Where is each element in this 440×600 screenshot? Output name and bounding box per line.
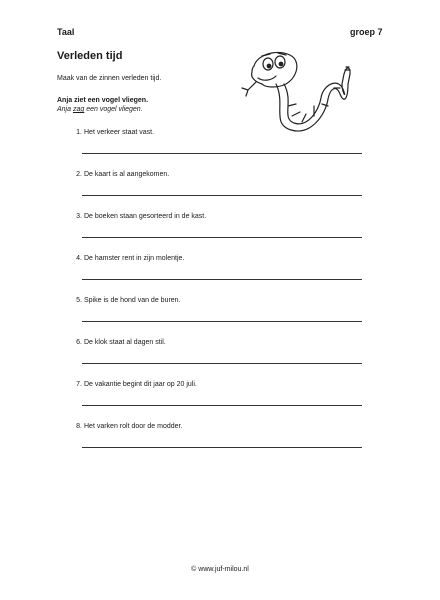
question-item	[70, 339, 370, 369]
question-item	[70, 171, 370, 201]
question-text: Spike is de hond van de buren.	[84, 297, 181, 304]
group-label: groep 7	[350, 27, 383, 37]
question-item	[70, 423, 370, 453]
page-title: Verleden tijd	[57, 50, 123, 62]
question-text: De kaart is al aangekomen.	[84, 171, 170, 178]
answer-line	[82, 447, 362, 448]
question-number: 8.	[76, 423, 82, 430]
snake-icon	[236, 44, 360, 134]
question-number: 5.	[76, 297, 82, 304]
question-text: De vakantie begint dit jaar op 20 juli.	[84, 381, 197, 388]
question-text: De klok staat al dagen stil.	[84, 339, 166, 346]
example-answer-verb: zag	[72, 106, 85, 113]
example-sentence: Anja ziet een vogel vliegen.	[57, 97, 149, 104]
question-number: 3.	[76, 213, 82, 220]
answer-line	[82, 153, 362, 154]
question-item	[70, 129, 370, 159]
question-number: 6.	[76, 339, 82, 346]
question-text: De hamster rent in zijn molentje.	[84, 255, 185, 262]
question-number: 7.	[76, 381, 82, 388]
question-number: 1.	[76, 129, 82, 136]
footer-copyright: © www.juf-milou.nl	[191, 566, 249, 573]
answer-line	[82, 363, 362, 364]
answer-line	[82, 237, 362, 238]
example-answer	[57, 106, 143, 113]
question-item	[70, 255, 370, 285]
example-answer-prefix: Anja	[57, 106, 73, 113]
answer-line	[82, 321, 362, 322]
question-text: Het verkeer staat vast.	[84, 129, 155, 136]
question-item	[70, 213, 370, 243]
instruction-text: Maak van de zinnen verleden tijd.	[57, 75, 162, 82]
question-item	[70, 381, 370, 411]
question-text: De boeken staan gesorteerd in de kast.	[84, 213, 207, 220]
question-text: Het varken rolt door de modder.	[84, 423, 183, 430]
question-number: 2.	[76, 171, 82, 178]
question-number: 4.	[76, 255, 82, 262]
question-item	[70, 297, 370, 327]
example-answer-suffix: een vogel vliegen.	[84, 106, 143, 113]
answer-line	[82, 195, 362, 196]
subject-label: Taal	[57, 27, 75, 37]
answer-line	[82, 405, 362, 406]
answer-line	[82, 279, 362, 280]
